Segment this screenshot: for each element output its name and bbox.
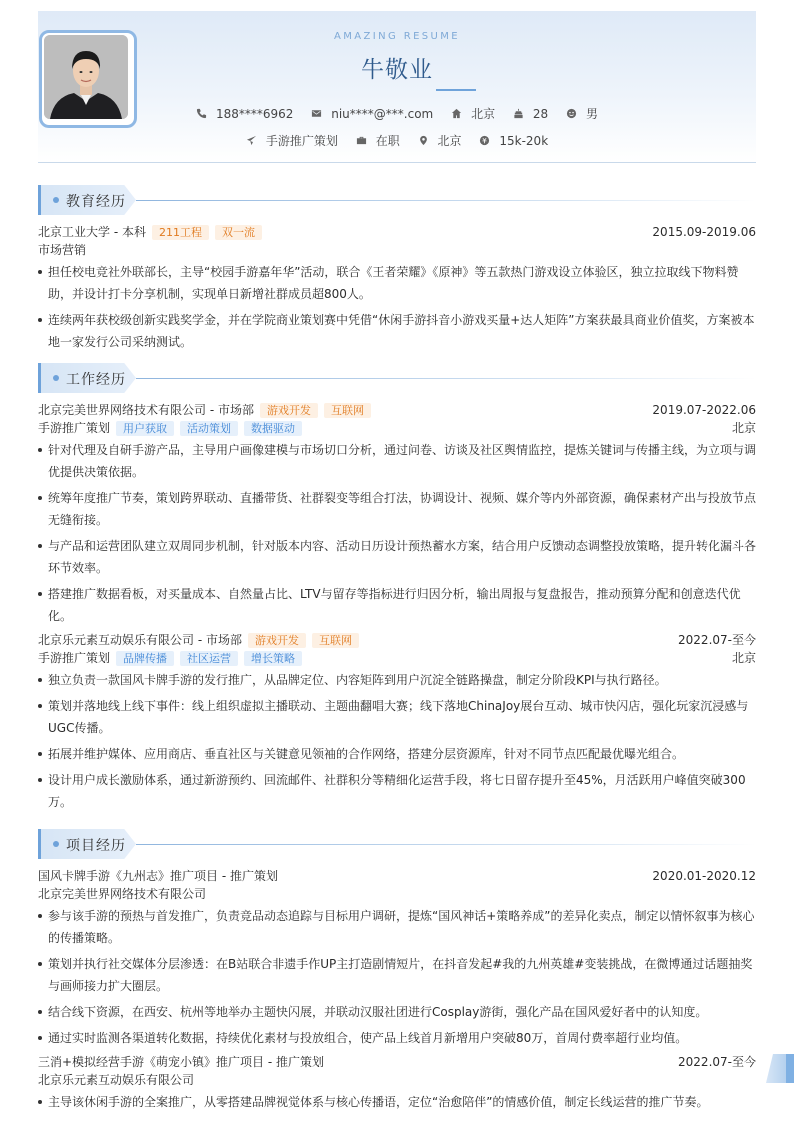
work-role-row	[38, 419, 756, 437]
gender-item	[566, 105, 598, 122]
status-text: 在职	[375, 134, 400, 148]
section-divider	[136, 378, 756, 379]
company-tag: 游戏开发	[248, 633, 306, 648]
section-divider	[136, 200, 756, 201]
project-header-row	[38, 1053, 756, 1071]
resume-subtitle: AMAZING RESUME	[334, 31, 460, 42]
work-role-group	[38, 419, 302, 437]
project-company-row	[38, 885, 756, 903]
section-title-text: 教育经历	[66, 194, 126, 210]
project-date: 2022.07-至今	[678, 1055, 756, 1069]
briefcase-icon	[356, 135, 367, 146]
list-item: 连续两年获校级创新实践奖学金，并在学院商业策划赛中凭借“休闲手游抖音小游戏买量+达人矩阵”方案获最具商业价值奖，方案被本地一家发行公司采纳测试。	[38, 309, 756, 353]
list-item: 担任校电竞社外联部长，主导“校园手游嘉年华”活动，联合《王者荣耀》《原神》等五款热门游戏设立体验区，独立拉取线下物料赞助，并设计打卡分享机制，实现单日新增社群成员超800人。	[38, 261, 756, 305]
work-bullets	[38, 439, 756, 627]
work-date: 2022.07-至今	[678, 633, 756, 647]
project-company: 北京完美世界网络技术有限公司	[38, 887, 207, 901]
status-item	[356, 132, 400, 149]
gender-text: 男	[586, 107, 599, 121]
job-role: 手游推广策划	[38, 651, 111, 665]
work-entry	[38, 631, 756, 813]
school-name: 北京工业大学 - 本科	[38, 225, 146, 239]
skill-tag: 数据驱动	[244, 421, 302, 436]
section-divider	[136, 844, 756, 845]
home-item	[451, 105, 495, 122]
send-icon	[246, 135, 257, 146]
candidate-name: 牛敬业	[361, 57, 433, 83]
section-dot-icon	[53, 375, 59, 381]
target-city-item	[418, 132, 462, 149]
salary-icon	[479, 135, 490, 146]
project-bullets	[38, 1091, 756, 1113]
work-role-group	[38, 649, 302, 667]
section-dot-icon	[53, 841, 59, 847]
project-entry	[38, 867, 756, 1049]
work-bullets	[38, 669, 756, 813]
phone-item	[196, 107, 293, 121]
company-tag: 互联网	[324, 403, 371, 418]
skill-tag: 社区运营	[180, 651, 238, 666]
skill-tag: 用户获取	[116, 421, 174, 436]
project-header-row	[38, 867, 756, 885]
list-item: 通过实时监测各渠道转化数据，持续优化素材与投放组合，使产品上线首月新增用户突破80万，首周付费率超行业均值。	[38, 1027, 756, 1049]
gender-icon	[566, 108, 577, 119]
project-company: 北京乐元素互动娱乐有限公司	[38, 1073, 195, 1087]
project-bullets	[38, 905, 756, 1049]
project-name: 三消+模拟经营手游《萌宠小镇》推广项目 - 推广策划	[38, 1055, 325, 1069]
list-item: 主导该休闲手游的全案推广，从零搭建品牌视觉体系与核心传播语，定位“治愈陪伴”的情感价值，制定长线运营的推广节奏。	[38, 1091, 756, 1113]
project-entry	[38, 1053, 756, 1113]
home-text: 北京	[471, 107, 496, 121]
section-title-education	[38, 185, 756, 215]
list-item: 针对代理及自研手游产品，主导用户画像建模与市场切口分析，通过问卷、访谈及社区舆情监控，提炼关键词与传播主线，为立项与调优提供决策依据。	[38, 439, 756, 483]
education-school-group	[38, 223, 262, 241]
target-position-text: 手游推广策划	[265, 134, 338, 148]
list-item: 与产品和运营团队建立双周同步机制，针对版本内容、活动日历设计预热蓄水方案，结合用户反馈动态调整投放策略，提升转化漏斗各环节效率。	[38, 535, 756, 579]
job-role: 手游推广策划	[38, 421, 111, 435]
contact-row-2	[38, 132, 756, 149]
company-tag: 游戏开发	[260, 403, 318, 418]
list-item: 统筹年度推广节奏，策划跨界联动、直播带货、社群裂变等组合打法，协调设计、视频、媒介等内外部资源，确保素材产出与投放节点无缝衔接。	[38, 487, 756, 531]
list-item: 参与该手游的预热与首发推广，负责竞品动态追踪与目标用户调研，提炼“国风神话+策略养成”的差异化卖点，制定以情怀叙事为核心的传播策略。	[38, 905, 756, 949]
work-company-group	[38, 401, 371, 419]
school-tag: 211工程	[152, 225, 209, 240]
work-role-row	[38, 649, 756, 667]
resume-page	[38, 11, 756, 1117]
age-text: 28	[532, 106, 549, 121]
project-company-row	[38, 1071, 756, 1089]
section-title-work	[38, 363, 756, 393]
list-item: 策划并执行社交媒体分层渗透：在B站联合非遗手作UP主打造剧情短片，在抖音发起#我的九州英雄#变装挑战，在微博通过话题抽奖与画师接力扩大圈层。	[38, 953, 756, 997]
work-entry	[38, 401, 756, 627]
email-item	[311, 107, 433, 121]
page-corner-tab	[766, 1054, 794, 1083]
salary-item	[479, 134, 548, 148]
mail-icon	[311, 108, 322, 119]
education-major-row	[38, 241, 756, 259]
list-item: 拓展并维护媒体、应用商店、垂直社区与关键意见领袖的合作网络，搭建分层资源库，针对不同节点匹配最优曝光组合。	[38, 743, 756, 765]
work-company-row	[38, 401, 756, 419]
list-item: 独立负责一款国风卡牌手游的发行推广，从品牌定位、内容矩阵到用户沉淀全链路操盘，制定分阶段KPI与执行路径。	[38, 669, 756, 691]
work-date: 2019.07-2022.06	[652, 403, 756, 417]
section-title-projects	[38, 829, 756, 859]
section-title-text: 工作经历	[66, 372, 126, 388]
skill-tag: 活动策划	[180, 421, 238, 436]
salary-text: 15k-20k	[499, 133, 549, 148]
phone-icon	[196, 108, 207, 119]
email-text: niu****@***.com	[331, 106, 434, 121]
education-header-row	[38, 223, 756, 241]
age-item	[513, 107, 548, 121]
education-date: 2015.09-2019.06	[652, 225, 756, 239]
work-city: 北京	[731, 651, 756, 665]
education-major: 市场营销	[38, 243, 87, 257]
list-item: 设计用户成长激励体系，通过新游预约、回流邮件、社群积分等精细化运营手段，将七日留存提升至45%，月活跃用户峰值突破300万。	[38, 769, 756, 813]
target-city-text: 北京	[437, 134, 462, 148]
home-icon	[451, 108, 462, 119]
list-item: 结合线下资源，在西安、杭州等地举办主题快闪展，并联动汉服社团进行Cosplay游街，强化产品在国风爱好者中的认知度。	[38, 1001, 756, 1023]
work-company-group	[38, 631, 359, 649]
education-entry	[38, 223, 756, 353]
project-date: 2020.01-2020.12	[652, 869, 756, 883]
company-name: 北京乐元素互动娱乐有限公司 - 市场部	[38, 633, 242, 647]
name-underline	[436, 89, 476, 91]
work-city: 北京	[731, 421, 756, 435]
company-name: 北京完美世界网络技术有限公司 - 市场部	[38, 403, 254, 417]
skill-tag: 增长策略	[244, 651, 302, 666]
resume-header	[38, 11, 756, 163]
contact-row-1	[38, 105, 756, 122]
school-tag: 双一流	[215, 225, 262, 240]
list-item: 策划并落地线上线下事件：线上组织虚拟主播联动、主题曲翻唱大赛；线下落地ChinaJoy展台互动、城市快闪店，强化玩家沉浸感与UGC传播。	[38, 695, 756, 739]
section-title-text: 项目经历	[66, 838, 126, 854]
company-tag: 互联网	[312, 633, 359, 648]
education-bullets	[38, 261, 756, 353]
target-position-item	[246, 132, 338, 149]
location-pin-icon	[418, 135, 429, 146]
work-company-row	[38, 631, 756, 649]
list-item: 搭建推广数据看板，对买量成本、自然量占比、LTV与留存等指标进行归因分析，输出周报与复盘报告，推动预算分配和创意迭代优化。	[38, 583, 756, 627]
phone-text: 188****6962	[215, 106, 294, 121]
section-dot-icon	[53, 197, 59, 203]
skill-tag: 品牌传播	[116, 651, 174, 666]
project-name: 国风卡牌手游《九州志》推广项目 - 推广策划	[38, 869, 278, 883]
cake-icon	[513, 108, 524, 119]
